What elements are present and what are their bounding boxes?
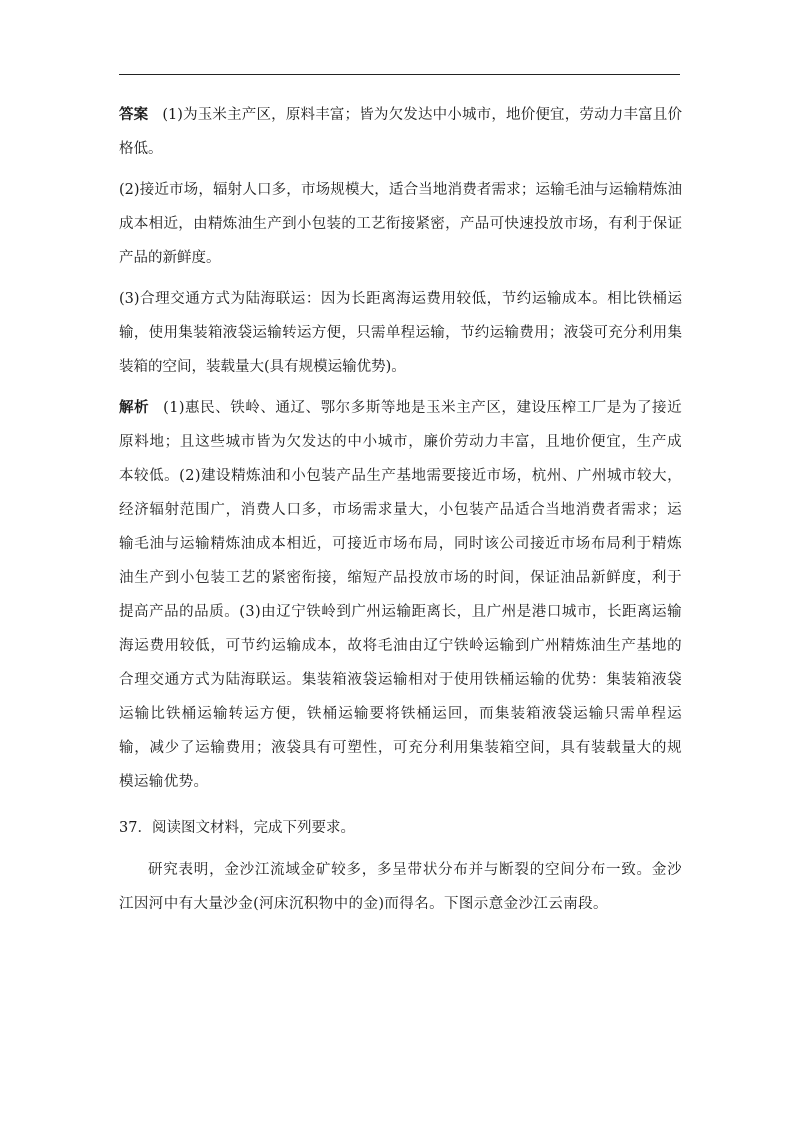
question-37: 37．阅读图文材料，完成下列要求。 <box>119 820 355 836</box>
answer-part-2: (2)接近市场，辐射人口多，市场规模大，适合当地消费者需求；运输毛油与运输精炼油成本相近，由精炼油生产到小包装的工艺衔接紧密，产品可快速投放市场，有利于保证产品的新鲜度。 <box>119 182 682 266</box>
answer-label: 答案 <box>119 106 149 123</box>
answer-part-3: (3)合理交通方式为陆海联运：因为长距离海运费用较低，节约运输成本。相比铁桶运输，使用集装箱液袋运输转运方便，只需单程运输，节约运输费用；液袋可充分利用集装箱的空间，装载量大(具有规模运输优势)。 <box>119 291 682 375</box>
document-body <box>119 98 682 921</box>
analysis-text: (1)惠民、铁岭、通辽、鄂尔多斯等地是玉米主产区，建设压榨工厂是为了接近原料地；且这些城市皆为欠发达的中小城市，廉价劳动力丰富，且地价便宜，生产成本较低。(2)建设精炼油和小包装产品生产基地需要接近市场，杭州、广州城市较大，经济辐射范围广，消费人口多，市场需求量大，小包装产品适合当地消费者需求；运输毛油与运输精炼油成本相近，可接近市场布局，同时该公司接近市场布局利于精炼油生产到小包装工艺的紧密衔接，缩短产品投放市场的时间，保证油品新鲜度，利于提高产品的品质。(3)由辽宁铁岭到广州运输距离长，且广州是港口城市，长距离运输海运费用较低，可节约运输成本，故将毛油由辽宁铁岭运输到广州精炼油生产基地的合理交通方式为陆海联运。集装箱液袋运输相对于使用铁桶运输的优势：集装箱液袋运输比铁桶运输转运方便，铁桶运输要将铁桶运回，而集装箱液袋运输只需单程运输，减少了运输费用；液袋具有可塑性，可充分利用集装箱空间，具有装载量大的规模运输优势。 <box>119 400 682 790</box>
analysis-block <box>119 391 682 799</box>
question-material: 研究表明，金沙江流域金矿较多，多呈带状分布并与断裂的空间分布一致。金沙江因河中有大量沙金(河床沉积物中的金)而得名。下图示意金沙江云南段。 <box>119 862 682 912</box>
answer-part-1-text: (1)为玉米主产区，原料丰富；皆为欠发达中小城市，地价便宜，劳动力丰富且价格低。 <box>119 107 682 157</box>
answer-part-1 <box>119 98 682 166</box>
header-rule <box>119 74 680 75</box>
analysis-label: 解析 <box>119 399 150 416</box>
